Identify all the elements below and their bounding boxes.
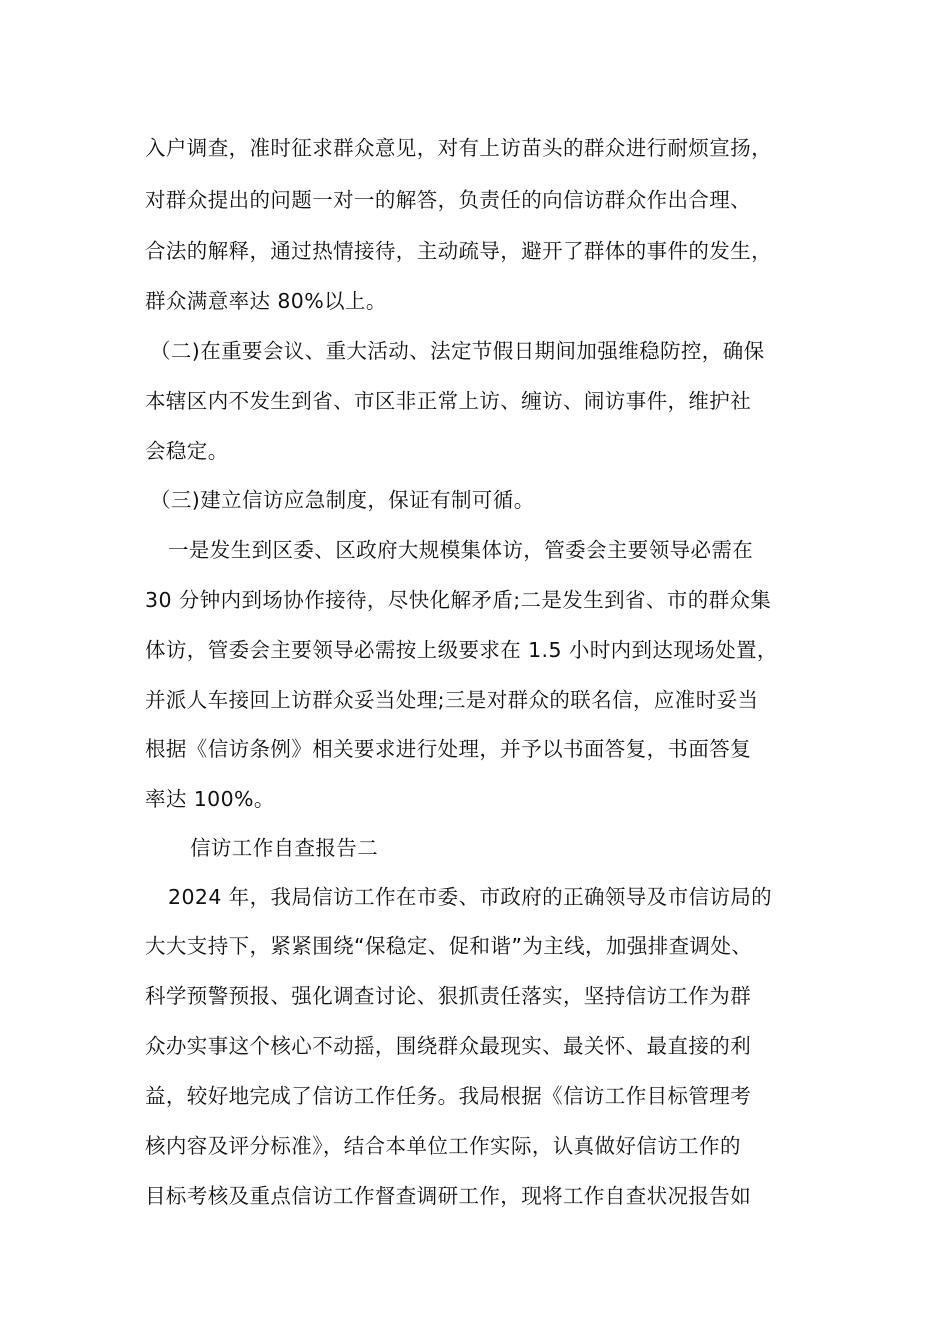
body-text-line: 本辖区内不发生到省、市区非正常上访、缠访、闹访事件，维护社 <box>145 389 752 413</box>
body-text-line: 体访，管委会主要领导必需按上级要求在 1.5 小时内到达现场处置， <box>145 638 778 662</box>
body-text-line: 30 分钟内到场协作接待，尽快化解矛盾;二是发生到省、市的群众集 <box>145 588 772 612</box>
body-text-line: 根据《信访条例》相关要求进行处理，并予以书面答复，书面答复 <box>145 737 752 761</box>
section-heading: 信访工作自查报告二 <box>190 836 379 860</box>
body-text-line: （二)在重要会议、重大活动、法定节假日期间加强维稳防控，确保 <box>150 339 765 363</box>
body-text-line: 入户调查，准时征求群众意见，对有上访苗头的群众进行耐烦宣扬， <box>145 136 772 160</box>
body-text-line: 科学预警预报、强化调查讨论、狠抓责任落实，坚持信访工作为群 <box>145 984 752 1008</box>
body-text-line: 对群众提出的问题一对一的解答，负责任的向信访群众作出合理、 <box>145 188 752 212</box>
body-text-line: 2024 年，我局信访工作在市委、市政府的正确领导及市信访局的 <box>168 885 773 909</box>
body-text-line: 率达 100%。 <box>145 787 275 811</box>
body-text-line: 大大支持下，紧紧围绕“保稳定、促和谐”为主线，加强排查调处、 <box>145 934 753 958</box>
body-text-line: 益，较好地完成了信访工作任务。我局根据《信访工作目标管理考 <box>145 1084 752 1108</box>
body-text-line: 目标考核及重点信访工作督查调研工作，现将工作自查状况报告如 <box>145 1184 752 1208</box>
body-text-line: 群众满意率达 80%以上。 <box>145 289 387 313</box>
body-text-line: 会稳定。 <box>145 439 229 463</box>
body-text-line: 并派人车接回上访群众妥当处理;三是对群众的联名信，应准时妥当 <box>145 688 759 712</box>
body-text-line: 一是发生到区委、区政府大规模集体访，管委会主要领导必需在 <box>168 538 754 562</box>
body-text-line: 合法的解释，通过热情接待，主动疏导，避开了群体的事件的发生， <box>145 239 772 263</box>
body-text-line: （三)建立信访应急制度，保证有制可循。 <box>150 488 535 512</box>
body-text-line: 众办实事这个核心不动摇，围绕群众最现实、最关怀、最直接的利 <box>145 1034 752 1058</box>
body-text-line: 核内容及评分标准》，结合本单位工作实际，认真做好信访工作的 <box>145 1134 741 1158</box>
